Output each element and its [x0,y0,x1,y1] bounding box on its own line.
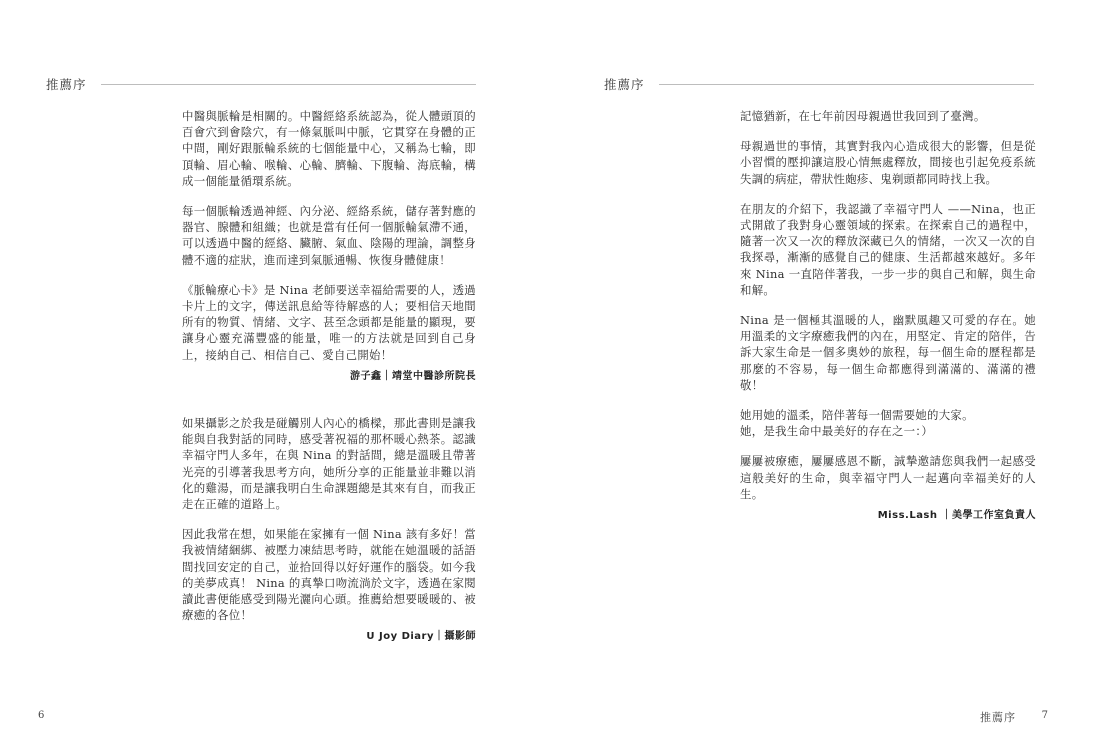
left-text-column [182,108,476,646]
left-s1-paragraph-3: 《脈輪療心卡》是 Nina 老師要送幸福給需要的人，透過卡片上的文字，傳送訊息給等待解惑的人；要相信天地間所有的物質、情緒、文字、甚至念頭都是能量的顯現，要讓身心靈充滿豐盛的能量，唯一的方法就是回到自己身上，接納自己、相信自己、愛自己開始！ [182,282,476,362]
left-page-header [46,76,476,92]
left-header-title: 推薦序 [46,77,87,92]
left-s1-paragraph-1: 中醫與脈輪是相關的。中醫經絡系統認為，從人體頭頂的百會穴到會陰穴，有一條氣脈叫中脈，它貫穿在身體的正中間，剛好跟脈輪系統的七個能量中心，又稱為七輪，即頂輪、眉心輪、喉輪、心輪、臍輪、下腹輪、海底輪，構成一個能量循環系統。 [182,109,476,188]
right-paragraph-6: 屢屢被療癒，屢屢感恩不斷，誠摯邀請您與我們一起感受這般美好的生命，與幸福守門人一起邁向幸福美好的人生。 [740,454,1036,501]
right-page [550,0,1100,756]
right-text-column [740,108,1036,524]
left-s1-signature: 游子鑫｜靖堂中醫診所院長 [350,370,476,382]
left-s2-paragraph-1: 如果攝影之於我是碰觸別人內心的橋樑，那此書則是讓我能與自我對話的同時，感受著祝福的那杯暖心熱茶。認識幸福守門人多年，在與 Nina 的對話間，總是溫暖且帶著光亮的引導著我思考方向，她所分享的正能量並非難以消化的雞湯，而是讓我明白生命課題總是其來有自，而我正走在正確的道路上。 [182,416,476,512]
left-s2-paragraph-2: 因此我常在想，如果能在家擁有一個 Nina 該有多好！當我被情緒綑綁、被壓力凍結思考時，就能在她溫暖的話語間找回安定的自己，並拾回得以好好運作的腦袋。如今我的美夢成真！ Nina 的真摯口吻流淌於文字，透過在家閱讀此書便能感受到陽光灑向心頭。推薦給想要暖暖的、被療癒的各位！ [182,527,476,623]
right-header-title: 推薦序 [604,77,645,92]
left-page-number: 6 [38,710,45,721]
right-signature: Miss.Lash ｜美學工作室負責人 [877,510,1036,522]
right-header-rule [659,84,1034,85]
section-gap [182,385,476,415]
right-paragraph-5: 她用她的溫柔，陪伴著每一個需要她的大家。 她，是我生命中最美好的存在之一：） [740,408,974,439]
right-paragraph-4: Nina 是一個極其溫暖的人，幽默風趣又可愛的存在。她用溫柔的文字療癒我們的內在，用堅定、肯定的陪伴，告訴大家生命是一個多奧妙的旅程，每一個生命的歷程都是那麼的不容易，每一個生命都應得到滿滿的、滿滿的禮敬！ [740,313,1036,392]
right-page-number: 7 [1041,710,1048,721]
right-paragraph-1: 記憶猶新，在七年前因母親過世我回到了臺灣。 [740,109,986,123]
left-s2-signature: U Joy Diary｜攝影師 [366,631,476,643]
left-header-rule [101,84,476,85]
right-running-footer: 推薦序 [980,711,1016,724]
right-page-header [604,76,1034,92]
left-s1-paragraph-2: 每一個脈輪透過神經、內分泌、經絡系統，儲存著對應的器官、腺體和組織；也就是當有任何一個脈輪氣滯不通，可以透過中醫的經絡、臟腑、氣血、陰陽的理論，調整身體不適的症狀，進而達到氣脈通暢、恢復身體健康！ [182,204,476,267]
right-paragraph-2: 母親過世的事情，其實對我內心造成很大的影響，但是從小習慣的壓抑讓這股心情無處釋放，間接也引起免疫系統失調的病症，帶狀性皰疹、鬼剃頭都同時找上我。 [740,139,1036,186]
right-paragraph-3: 在朋友的介紹下，我認識了幸福守門人 ——Nina，也正式開啟了我對身心靈領域的探索。在探索自己的過程中，隨著一次又一次的釋放深藏已久的情緒，一次又一次的自我探尋，漸漸的感覺自己的健康、生活都越來越好。多年來 Nina 一直陪伴著我，一步一步的與自己和解，與生命和解。 [740,201,1036,297]
